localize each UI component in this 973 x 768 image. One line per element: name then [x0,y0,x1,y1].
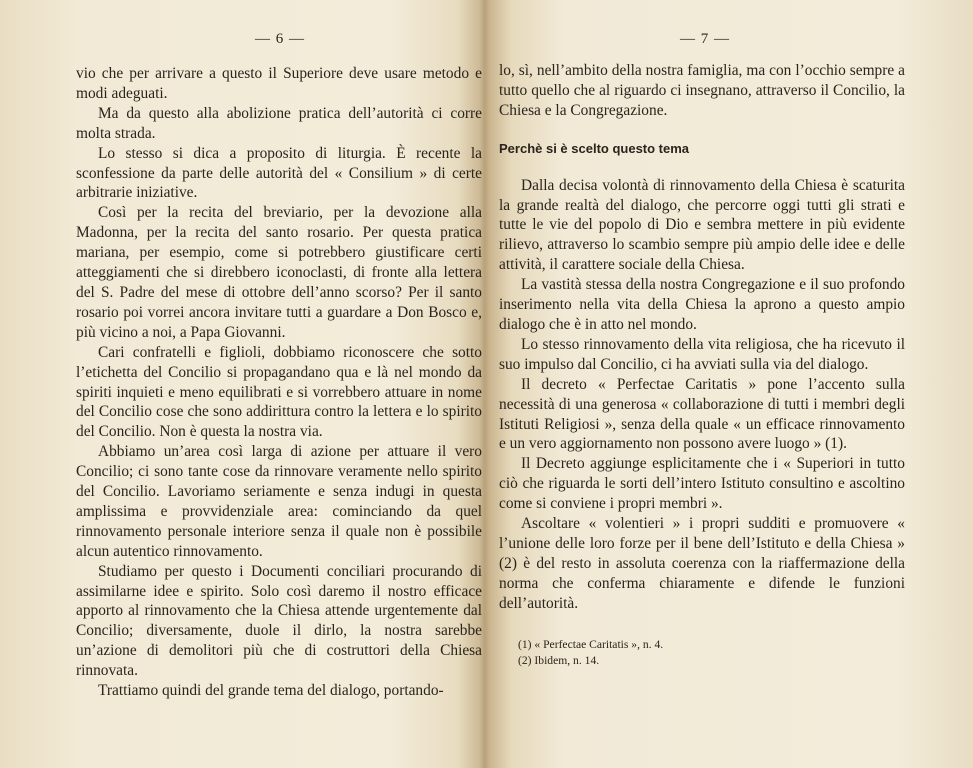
paragraph: Ma da questo alla abolizione pratica dell’autorità ci corre molta strada. [76,104,482,142]
footnote: (1) « Perfectae Caritatis », n. 4. [518,638,664,651]
paragraph: Abbiamo un’area così larga di azione per attuare il vero Concilio; ci sono tante cose da rinnovare veramente nello spirito del Concilio. Lavoriamo seriamente e senza indugi in questa amplissima e provvidenziale area: cominciando da quel rinnovamento personale interiore senza il quale non è possibile alcun autentico rinnovamento. [76,443,482,560]
right-page-body [499,61,905,614]
page-number: — 7 — [680,31,730,47]
paragraph: lo, sì, nell’ambito della nostra famiglia, ma con l’occhio sempre a tutto quello che al riguardo ci insegnano, attraverso il Concilio, la Chiesa e la Congregazione. [499,62,905,119]
paragraph: Lo stesso rinnovamento della vita religiosa, che ha ricevuto il suo impulso dal Concilio, ci ha avviati sulla via del dialogo. [499,335,905,373]
paragraph: Il decreto « Perfectae Caritatis » pone l’accento sulla necessità di una generosa « collaborazione di tutti i membri degli Istituti Religiosi », senza della quale « un efficace rinnovamento e un vero aggiornamento non possono avere luogo » (1). [499,375,905,453]
paragraph: La vastità stessa della nostra Congregazione e il suo profondo inserimento nella vita della Chiesa la aprono a questo ampio dialogo che è in atto nel mondo. [499,276,905,333]
left-page-body [76,64,482,701]
paragraph: vio che per arrivare a questo il Superiore deve usare metodo e modi adeguati. [76,65,482,102]
page-number: — 6 — [255,31,305,47]
paragraph: Così per la recita del breviario, per la devozione alla Madonna, per la recita del santo rosario. Per questa pratica mariana, per esempio, come si potrebbero giustificare certi atteggiamenti che si direbbero iconoclasti, di fronte alla lettera del S. Padre del mese di ottobre dell’anno scorso? Per il santo rosario poi vorrei ancora invitare tutti a guardare a Don Bosco e, più vicino a noi, a Papa Giovanni. [76,204,482,341]
paragraph: Lo stesso si dica a proposito di liturgia. È recente la sconfessione da parte delle autorità del « Consilium » di certe arbitrarie iniziative. [76,144,482,202]
paragraph: Il Decreto aggiunge esplicitamente che i « Superiori in tutto ciò che riguarda le sorti dell’intero Istituto consultino e ascoltino come si conviene i propri membri ». [499,455,905,513]
paragraph: Cari confratelli e figlioli, dobbiamo riconoscere che sotto l’etichetta del Concilio si propagandano qua e là nel mondo da spiriti inquieti e meno equilibrati e si vorrebbero attuare in nome del Concilio cose che sono addirittura contro la lettera e lo spirito del Concilio. Non è questa la nostra via. [76,343,482,441]
paragraph: Studiamo per questo i Documenti conciliari procurando di assimilarne idee e spirito. Solo così daremo il nostro efficace apporto al rinnovamento che la Chiesa attende urgentemente dal Concilio; diversamente, duole il dirlo, la nostra sarebbe un’azione di demolitori più che di costruttori della Chiesa rinnovata. [76,562,482,680]
paragraph: Ascoltare « volentieri » i propri sudditi e promuovere « l’unione delle loro forze per il bene dell’Istituto e della Chiesa » (2) è del resto in assoluta coerenza con la riaffermazione della norma che conferma chiaramente e difende le funzioni dell’autorità. [499,515,905,612]
paragraph: Dalla decisa volontà di rinnovamento della Chiesa è scaturita la grande realtà del dialogo, che percorre oggi tutti gli strati e tutte le vie del popolo di Dio e sembra mettere in più evidente rilievo, attraverso lo scambio sempre più ampio delle idee e delle attività, il carattere sociale della Chiesa. [499,176,905,274]
footnotes [518,637,898,669]
section-heading: Perchè si è scelto questo tema [499,140,690,156]
right-page [490,0,973,768]
footnote: (2) Ibidem, n. 14. [518,654,600,667]
paragraph: Trattiamo quindi del grande tema del dialogo, portando- [98,682,444,700]
left-page [0,0,485,768]
